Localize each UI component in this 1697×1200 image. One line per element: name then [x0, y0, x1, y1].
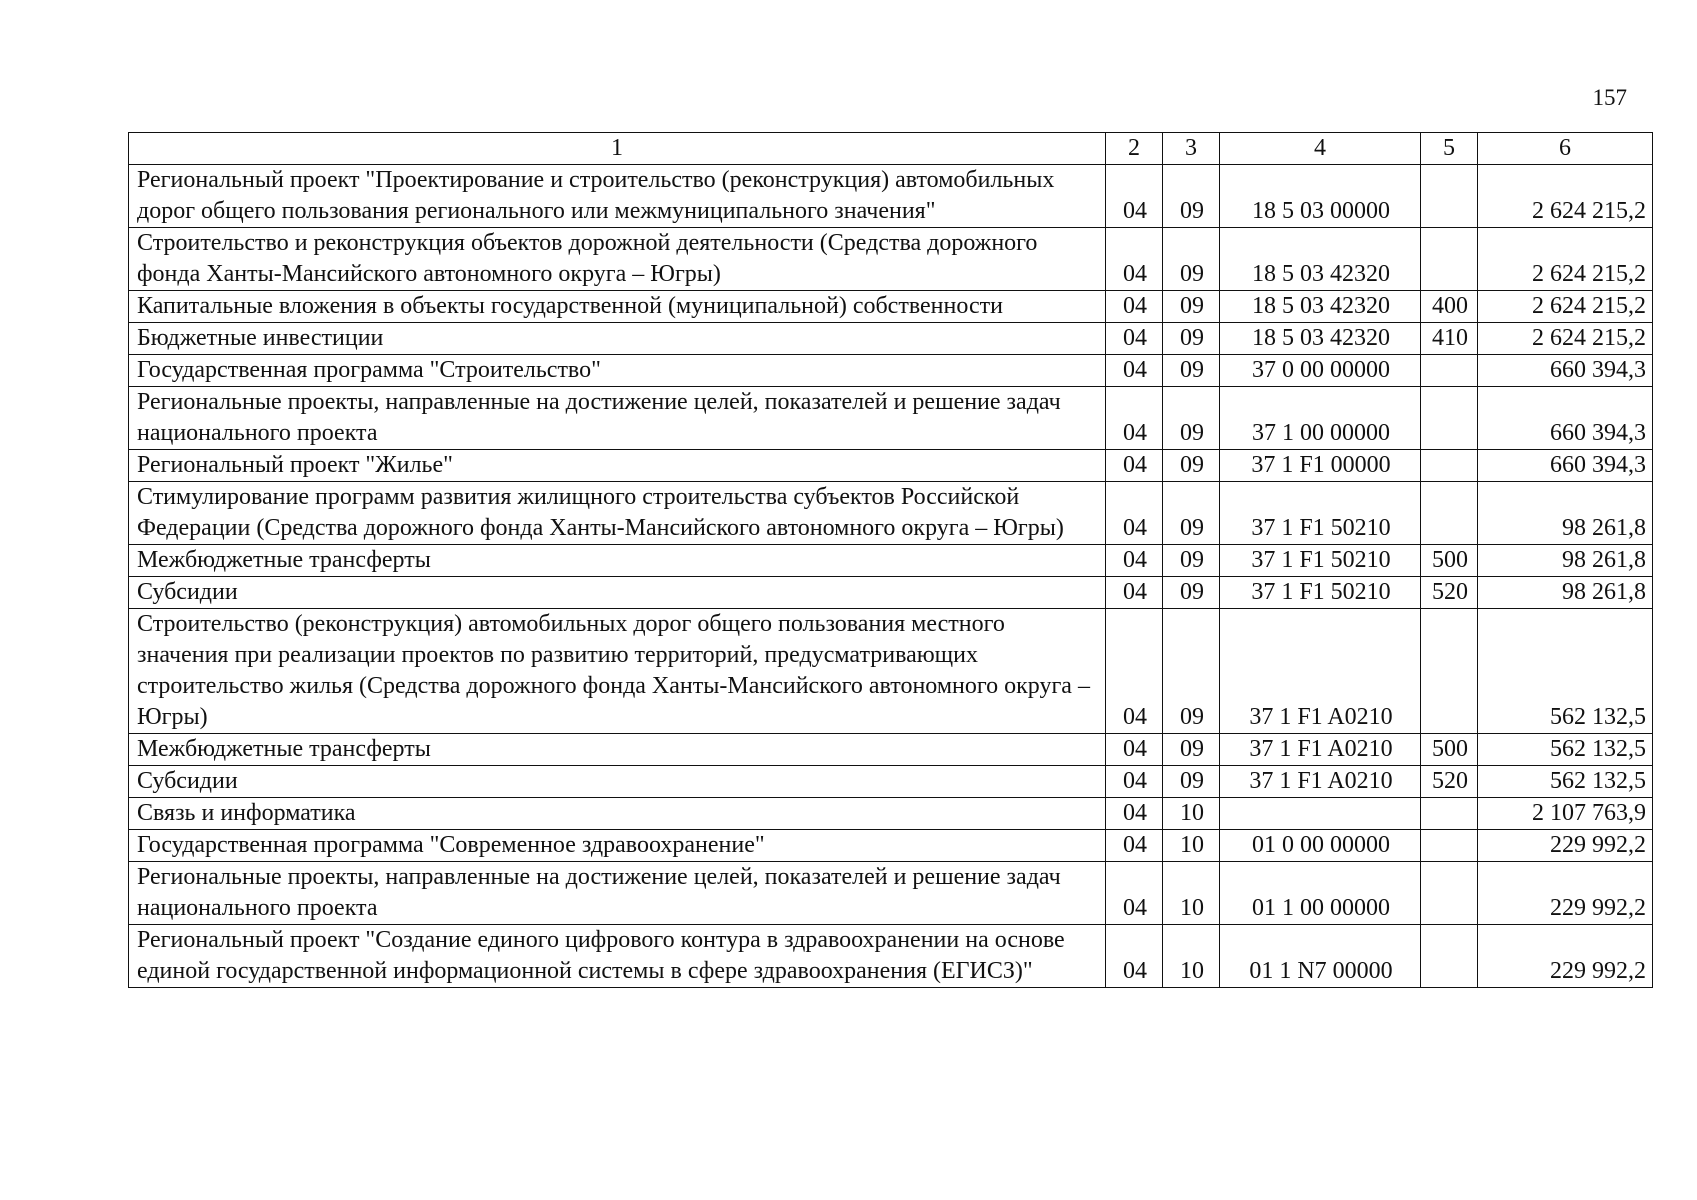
amount: 229 992,2: [1478, 830, 1653, 862]
item-name: Государственная программа "Современное здравоохранение": [129, 830, 1106, 862]
target-article-code: 01 1 N7 00000: [1220, 925, 1421, 988]
amount: 562 132,5: [1478, 609, 1653, 734]
column-header-1: 1: [129, 133, 1106, 165]
item-name: Государственная программа "Строительство": [129, 355, 1106, 387]
item-name: Связь и информатика: [129, 798, 1106, 830]
table-row: [129, 766, 1653, 798]
expense-type-code: [1421, 925, 1478, 988]
item-name: Межбюджетные трансферты: [129, 545, 1106, 577]
amount: 2 624 215,2: [1478, 228, 1653, 291]
amount: 229 992,2: [1478, 925, 1653, 988]
table-row: [129, 323, 1653, 355]
table-row: [129, 291, 1653, 323]
subsection-code: 09: [1163, 355, 1220, 387]
page-number: 157: [1592, 85, 1627, 110]
section-code: 04: [1106, 482, 1163, 545]
table-row: [129, 798, 1653, 830]
section-code: 04: [1106, 862, 1163, 925]
table-row: [129, 228, 1653, 291]
item-name: Региональный проект "Проектирование и строительство (реконструкция) автомобильных дорог общего пользования регионального или межмуниципального значения": [129, 165, 1106, 228]
subsection-code: 10: [1163, 925, 1220, 988]
expense-type-code: 400: [1421, 291, 1478, 323]
subsection-code: 09: [1163, 291, 1220, 323]
section-code: 04: [1106, 450, 1163, 482]
expense-type-code: [1421, 387, 1478, 450]
section-code: 04: [1106, 766, 1163, 798]
item-name: Региональные проекты, направленные на достижение целей, показателей и решение задач национального проекта: [129, 387, 1106, 450]
section-code: 04: [1106, 798, 1163, 830]
expense-type-code: [1421, 165, 1478, 228]
table-row: [129, 355, 1653, 387]
amount: 2 624 215,2: [1478, 165, 1653, 228]
target-article-code: 18 5 03 42320: [1220, 291, 1421, 323]
item-name: Строительство и реконструкция объектов дорожной деятельности (Средства дорожного фонда Ханты-Мансийского автономного округа – Югры): [129, 228, 1106, 291]
table-row: [129, 482, 1653, 545]
subsection-code: 09: [1163, 577, 1220, 609]
target-article-code: 18 5 03 42320: [1220, 323, 1421, 355]
item-name: Бюджетные инвестиции: [129, 323, 1106, 355]
table-row: [129, 545, 1653, 577]
section-code: 04: [1106, 291, 1163, 323]
expense-type-code: [1421, 862, 1478, 925]
expense-type-code: 500: [1421, 545, 1478, 577]
item-name: Региональные проекты, направленные на достижение целей, показателей и решение задач национального проекта: [129, 862, 1106, 925]
target-article-code: 01 1 00 00000: [1220, 862, 1421, 925]
budget-table: [128, 132, 1653, 988]
expense-type-code: [1421, 830, 1478, 862]
amount: 562 132,5: [1478, 766, 1653, 798]
expense-type-code: [1421, 450, 1478, 482]
target-article-code: 18 5 03 42320: [1220, 228, 1421, 291]
amount: 660 394,3: [1478, 355, 1653, 387]
table-row: [129, 577, 1653, 609]
target-article-code: 37 1 F1 A0210: [1220, 766, 1421, 798]
section-code: 04: [1106, 925, 1163, 988]
section-code: 04: [1106, 577, 1163, 609]
subsection-code: 09: [1163, 323, 1220, 355]
table-row: [129, 165, 1653, 228]
target-article-code: 01 0 00 00000: [1220, 830, 1421, 862]
section-code: 04: [1106, 228, 1163, 291]
target-article-code: 18 5 03 00000: [1220, 165, 1421, 228]
table-row: [129, 450, 1653, 482]
column-header-2: 2: [1106, 133, 1163, 165]
target-article-code: 37 1 F1 50210: [1220, 545, 1421, 577]
expense-type-code: 410: [1421, 323, 1478, 355]
subsection-code: 10: [1163, 862, 1220, 925]
expense-type-code: [1421, 798, 1478, 830]
column-header-5: 5: [1421, 133, 1478, 165]
item-name: Межбюджетные трансферты: [129, 734, 1106, 766]
section-code: 04: [1106, 355, 1163, 387]
subsection-code: 09: [1163, 734, 1220, 766]
target-article-code: 37 1 F1 A0210: [1220, 734, 1421, 766]
expense-type-code: [1421, 482, 1478, 545]
section-code: 04: [1106, 609, 1163, 734]
subsection-code: 09: [1163, 165, 1220, 228]
item-name: Региональный проект "Создание единого цифрового контура в здравоохранении на основе единой государственной информационной системы в сфере здравоохранения (ЕГИСЗ)": [129, 925, 1106, 988]
column-header-4: 4: [1220, 133, 1421, 165]
subsection-code: 10: [1163, 830, 1220, 862]
table-row: [129, 387, 1653, 450]
expense-type-code: [1421, 355, 1478, 387]
subsection-code: 09: [1163, 545, 1220, 577]
target-article-code: 37 0 00 00000: [1220, 355, 1421, 387]
target-article-code: 37 1 F1 50210: [1220, 482, 1421, 545]
header-row: [129, 133, 1653, 165]
amount: 2 107 763,9: [1478, 798, 1653, 830]
item-name: Строительство (реконструкция) автомобильных дорог общего пользования местного значения при реализации проектов по развитию территорий, предусматривающих строительство жилья (Средства дорожного фонда Ханты-Мансийского автономного округа – Югры): [129, 609, 1106, 734]
table-row: [129, 609, 1653, 734]
expense-type-code: 520: [1421, 577, 1478, 609]
amount: 562 132,5: [1478, 734, 1653, 766]
amount: 660 394,3: [1478, 450, 1653, 482]
subsection-code: 09: [1163, 766, 1220, 798]
target-article-code: 37 1 F1 00000: [1220, 450, 1421, 482]
target-article-code: 37 1 00 00000: [1220, 387, 1421, 450]
column-header-3: 3: [1163, 133, 1220, 165]
item-name: Субсидии: [129, 577, 1106, 609]
amount: 660 394,3: [1478, 387, 1653, 450]
section-code: 04: [1106, 387, 1163, 450]
target-article-code: 37 1 F1 50210: [1220, 577, 1421, 609]
item-name: Субсидии: [129, 766, 1106, 798]
subsection-code: 09: [1163, 450, 1220, 482]
table-body: [129, 165, 1653, 988]
amount: 98 261,8: [1478, 545, 1653, 577]
column-header-6: 6: [1478, 133, 1653, 165]
subsection-code: 09: [1163, 609, 1220, 734]
table-row: [129, 925, 1653, 988]
subsection-code: 09: [1163, 482, 1220, 545]
item-name: Региональный проект "Жилье": [129, 450, 1106, 482]
subsection-code: 10: [1163, 798, 1220, 830]
expense-type-code: [1421, 228, 1478, 291]
subsection-code: 09: [1163, 228, 1220, 291]
table-row: [129, 830, 1653, 862]
amount: 98 261,8: [1478, 482, 1653, 545]
amount: 2 624 215,2: [1478, 291, 1653, 323]
table-row: [129, 734, 1653, 766]
table-row: [129, 862, 1653, 925]
section-code: 04: [1106, 734, 1163, 766]
expense-type-code: 500: [1421, 734, 1478, 766]
amount: 229 992,2: [1478, 862, 1653, 925]
section-code: 04: [1106, 830, 1163, 862]
item-name: Стимулирование программ развития жилищного строительства субъектов Российской Федерации (Средства дорожного фонда Ханты-Мансийского автономного округа – Югры): [129, 482, 1106, 545]
section-code: 04: [1106, 165, 1163, 228]
subsection-code: 09: [1163, 387, 1220, 450]
section-code: 04: [1106, 323, 1163, 355]
target-article-code: 37 1 F1 A0210: [1220, 609, 1421, 734]
amount: 98 261,8: [1478, 577, 1653, 609]
expense-type-code: [1421, 609, 1478, 734]
amount: 2 624 215,2: [1478, 323, 1653, 355]
expense-type-code: 520: [1421, 766, 1478, 798]
item-name: Капитальные вложения в объекты государственной (муниципальной) собственности: [129, 291, 1106, 323]
target-article-code: [1220, 798, 1421, 830]
section-code: 04: [1106, 545, 1163, 577]
